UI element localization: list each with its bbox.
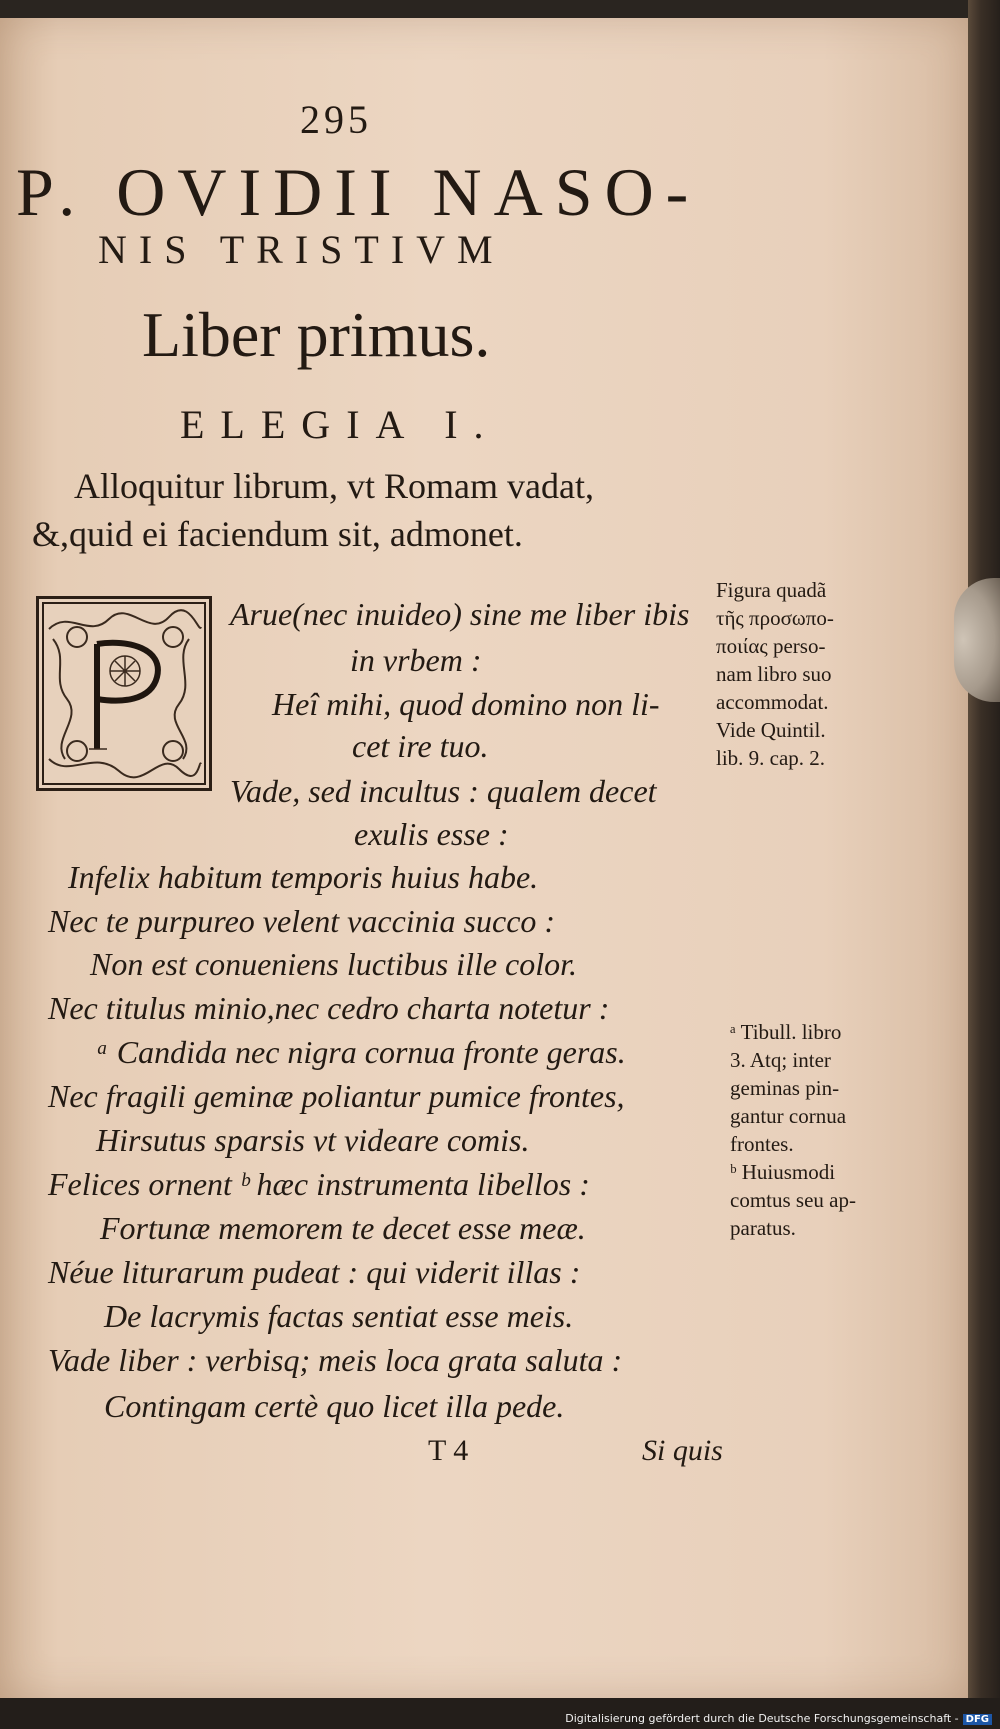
verse-line: Arue(nec inuideo) sine me liber ibis: [230, 596, 690, 632]
verse-line: Infelix habitum temporis huius habe.: [68, 859, 539, 895]
verse-line: cet ire tuo.: [352, 728, 489, 764]
argument-line-2: &,quid ei faciendum sit, admonet.: [32, 514, 523, 554]
verse-line: Heî mihi, quod domino non li-: [272, 686, 660, 722]
page-paper: [0, 18, 968, 1698]
note-line: comtus seu ap-: [730, 1188, 856, 1212]
catchword: Si quis: [642, 1434, 723, 1467]
verse-line: Fortunæ memorem te decet esse meæ.: [100, 1210, 586, 1246]
argument-line-1: Alloquitur librum, vt Romam vadat,: [74, 466, 594, 506]
marginal-note-tibull: [730, 1018, 856, 1242]
note-line: geminas pin-: [730, 1076, 840, 1100]
verse-line: Contingam certè quo licet illa pede.: [104, 1388, 565, 1424]
signature-mark: T 4: [428, 1434, 469, 1467]
verse-line: Vade, sed incultus : qualem decet: [230, 773, 657, 809]
title-line-2: NIS TRISTIVM: [98, 227, 505, 272]
note-line: 3. Atq; inter: [730, 1048, 831, 1072]
note-line: ᵇ Huiusmodi: [730, 1160, 836, 1184]
section-heading: ELEGIA I.: [180, 402, 500, 447]
verse-line: Vade liber : verbisq; meis loca grata saluta :: [48, 1342, 623, 1378]
credit-text: Digitalisierung gefördert durch die Deutsche Forschungsgemeinschaft -: [565, 1712, 959, 1725]
note-line: ποιίας perso-: [716, 634, 826, 658]
note-line: gantur cornua: [730, 1104, 847, 1128]
note-line: ᵃ Tibull. libro: [730, 1020, 842, 1044]
verse-line: Nec te purpureo velent vaccinia succo :: [48, 903, 556, 939]
ornament-icon: [39, 599, 209, 788]
decorated-initial-p: [36, 596, 212, 791]
verse-line: De lacrymis factas sentiat esse meis.: [104, 1298, 574, 1334]
verse-line: Hirsutus sparsis vt videare comis.: [96, 1122, 530, 1158]
title-line-3: Liber primus.: [142, 299, 491, 370]
digitization-credit: [565, 1712, 992, 1725]
verse-line: Nec titulus minio,nec cedro charta notetur :: [48, 990, 610, 1026]
note-line: τῆς προσωπο-: [716, 606, 834, 630]
verse-line: Néue liturarum pudeat : qui viderit illas :: [48, 1254, 581, 1290]
book-edge: [968, 0, 1000, 1729]
note-line: Figura quadã: [716, 578, 827, 602]
verse-line: in vrbem :: [350, 642, 482, 678]
marginal-note-figura: [716, 576, 834, 772]
verse-line: ᵃ Candida nec nigra cornua fronte geras.: [96, 1034, 626, 1070]
title-line-1: P. OVIDII NASO-: [16, 154, 701, 230]
note-line: nam libro suo: [716, 662, 832, 686]
note-line: frontes.: [730, 1132, 794, 1156]
note-line: Vide Quintil.: [716, 718, 826, 742]
note-line: accommodat.: [716, 690, 829, 714]
page-number: 295: [300, 97, 372, 142]
page-clip: [954, 578, 1000, 702]
verse-line: Felices ornent ᵇ hæc instrumenta libellos :: [48, 1166, 590, 1202]
dfg-logo-icon: DFG: [963, 1714, 992, 1725]
footer-band: [0, 1698, 1000, 1729]
verse-line: Non est conueniens luctibus ille color.: [90, 946, 578, 982]
verse-line: Nec fragili geminæ poliantur pumice frontes,: [48, 1078, 625, 1114]
note-line: lib. 9. cap. 2.: [716, 746, 826, 770]
note-line: paratus.: [730, 1216, 796, 1240]
verse-line: exulis esse :: [354, 816, 509, 852]
